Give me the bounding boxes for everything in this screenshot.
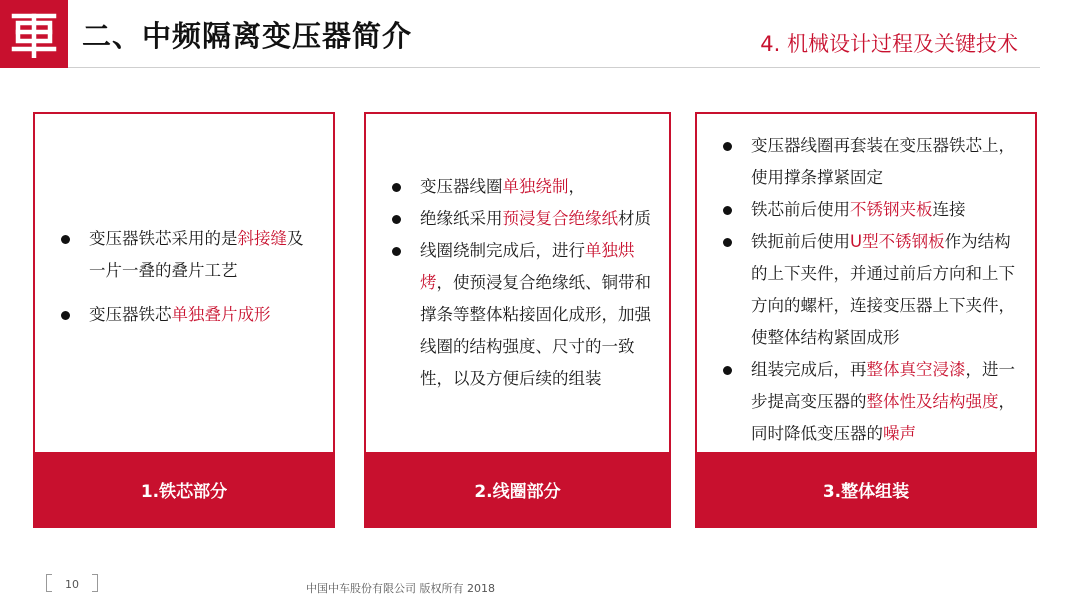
highlight-text: 单独烘烤 <box>420 241 635 292</box>
bullet-list <box>57 223 319 343</box>
bullet-item <box>57 223 319 287</box>
bullet-item <box>719 194 1021 226</box>
highlight-text: 整体真空浸漆 <box>866 360 966 379</box>
bullet-text: ，同时降低变压器的 <box>751 392 1015 443</box>
page-title: 二、中频隔离变压器简介 <box>82 19 413 53</box>
bullet-text: 作为结构的上下夹件，并通过前后方向和上下方向的螺杆，连接变压器上下夹件，使整体结构紧固成形 <box>751 232 1015 347</box>
bullet-dot-icon <box>392 247 401 256</box>
bullet-text: ，进一步提高变压器的 <box>751 360 1015 411</box>
bullet-item <box>719 354 1021 450</box>
bullet-item <box>719 130 1021 194</box>
card-core <box>33 112 335 528</box>
highlight-text: 噪声 <box>883 424 916 443</box>
section-title: 4. 机械设计过程及关键技术 <box>760 32 1018 56</box>
card-coil <box>364 112 671 528</box>
bullet-text: 变压器铁芯 <box>89 305 172 324</box>
bullet-text: 材质 <box>618 209 651 228</box>
highlight-text: 斜接缝 <box>237 229 287 248</box>
highlight-text: 整体性及结构强度 <box>866 392 999 411</box>
page-number: 10 <box>65 578 79 591</box>
bullet-list <box>719 130 1021 450</box>
bullet-dot-icon <box>723 142 732 151</box>
bullet-item <box>388 171 655 203</box>
highlight-text: 单独绕制 <box>502 177 569 196</box>
bullet-item <box>388 235 655 395</box>
header-divider <box>68 67 1040 68</box>
bullet-text: 变压器铁芯采用的是 <box>89 229 238 248</box>
highlight-text: 单独叠片成形 <box>171 305 271 324</box>
bullet-text: 铁芯前后使用 <box>751 200 850 219</box>
crrc-logo-icon <box>10 10 58 58</box>
card-assembly <box>695 112 1037 528</box>
highlight-text: 不锈钢夹板 <box>850 200 933 219</box>
bullet-text: 线圈绕制完成后，进行 <box>420 241 585 260</box>
card-footer-label: 2.线圈部分 <box>366 452 669 526</box>
bullet-text: 及一片一叠的叠片工艺 <box>89 229 304 280</box>
bullet-dot-icon <box>392 183 401 192</box>
bullet-dot-icon <box>61 311 70 320</box>
card-body <box>35 114 333 452</box>
bullet-dot-icon <box>61 235 70 244</box>
page-number-bracket-right <box>92 574 98 592</box>
bullet-dot-icon <box>392 215 401 224</box>
card-body <box>366 114 669 452</box>
bullet-text: 变压器线圈 <box>420 177 503 196</box>
card-body <box>697 114 1035 452</box>
bullet-dot-icon <box>723 366 732 375</box>
highlight-text: 预浸复合绝缘纸 <box>502 209 618 228</box>
bullet-text: 变压器线圈再套装在变压器铁芯上，使用撑条撑紧固定 <box>751 136 1015 187</box>
highlight-text: U型不锈钢板 <box>850 232 945 251</box>
bullet-list <box>388 171 655 395</box>
logo <box>0 0 68 68</box>
bullet-dot-icon <box>723 206 732 215</box>
bullet-text: ， <box>568 177 585 196</box>
bullet-text: 连接 <box>932 200 966 219</box>
bullet-item <box>388 203 655 235</box>
bullet-text: ，使预浸复合绝缘纸、铜带和撑条等整体粘接固化成形，加强线圈的结构强度、尺寸的一致性，以及方便后续的组装 <box>420 273 651 388</box>
card-footer-label: 1.铁芯部分 <box>35 452 333 526</box>
bullet-text: 铁扼前后使用 <box>751 232 850 251</box>
copyright-text: 中国中车股份有限公司 版权所有 2018 <box>306 582 495 595</box>
bullet-item <box>57 299 319 331</box>
bullet-text: 组装完成后，再 <box>751 360 867 379</box>
card-footer-label: 3.整体组装 <box>697 452 1035 526</box>
bullet-text: 绝缘纸采用 <box>420 209 503 228</box>
bullet-dot-icon <box>723 238 732 247</box>
bullet-item <box>719 226 1021 354</box>
